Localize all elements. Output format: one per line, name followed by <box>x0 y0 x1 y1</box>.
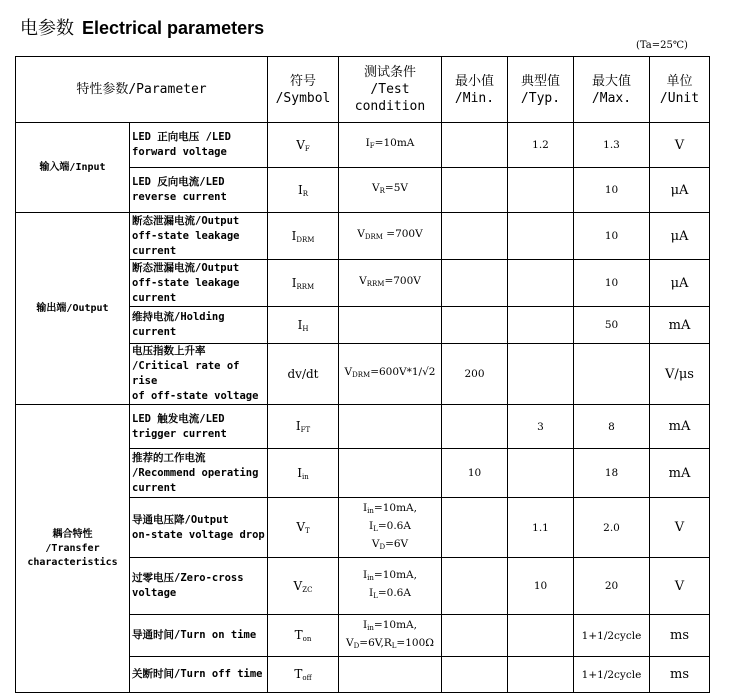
param-cell <box>130 405 268 449</box>
param-cell <box>130 615 268 657</box>
min-cell <box>442 405 508 449</box>
condition-cell <box>339 307 442 344</box>
max-cell <box>574 344 650 405</box>
condition-line <box>341 568 439 586</box>
max-cell: 10 <box>574 168 650 213</box>
param-line: LED 触发电流/LED <box>132 412 225 425</box>
typ-cell: 1.1 <box>508 498 574 558</box>
min-cell <box>442 307 508 344</box>
symbol-main: V <box>293 578 303 593</box>
condition-cell <box>339 615 442 657</box>
condition-cell <box>339 168 442 213</box>
unit-cell: μA <box>650 168 710 213</box>
symbol-cell <box>268 498 339 558</box>
condition-symbol: I <box>363 618 368 631</box>
condition-value: =6V,R <box>359 636 392 649</box>
param-line: current <box>132 244 177 257</box>
symbol-main: I <box>295 419 301 433</box>
unit-cell: V <box>650 498 710 558</box>
symbol-subscript: H <box>302 324 309 333</box>
param-line: 过零电压/Zero-cross <box>132 572 244 584</box>
param-line: 推荐的工作电流 <box>132 451 206 464</box>
symbol-subscript: DRM <box>296 235 315 244</box>
unit-cell: V <box>650 123 710 168</box>
symbol-subscript: T <box>305 527 310 535</box>
unit-cell: V <box>650 558 710 615</box>
header-symbol: 符号 /Symbol <box>268 57 339 123</box>
param-line: on-state voltage drop <box>132 528 265 541</box>
symbol-main: I <box>297 465 302 480</box>
param-line: LED 正向电压 /LED <box>132 131 231 143</box>
max-cell: 8 <box>574 405 650 449</box>
condition-symbol: V <box>346 636 354 649</box>
condition-symbol: V <box>357 228 365 240</box>
condition-cell <box>339 213 442 260</box>
unit-cell: mA <box>650 307 710 344</box>
condition-subscript: DRM <box>364 233 383 241</box>
condition-cell <box>339 498 442 558</box>
condition-subscript: DRM <box>352 371 371 379</box>
symbol-cell <box>268 168 339 213</box>
symbol-main: I <box>291 275 297 290</box>
condition-cell <box>339 657 442 693</box>
symbol-main: I <box>291 228 297 243</box>
min-cell <box>442 657 508 693</box>
param-cell <box>130 558 268 615</box>
condition-symbol: V <box>372 182 380 194</box>
typ-cell <box>508 344 574 405</box>
max-cell: 1+1/2cycle <box>574 657 650 693</box>
condition-cell <box>339 449 442 498</box>
condition-line <box>341 586 439 604</box>
condition-line <box>341 636 439 654</box>
max-cell: 10 <box>574 260 650 307</box>
condition-value: =0.6A <box>377 587 411 599</box>
typ-cell <box>508 260 574 307</box>
typ-cell <box>508 168 574 213</box>
symbol-cell <box>268 449 339 498</box>
typ-cell <box>508 307 574 344</box>
typ-cell <box>508 657 574 693</box>
condition-line <box>341 181 439 199</box>
condition-value: =700V <box>384 275 421 287</box>
header-unit: 单位 /Unit <box>650 57 710 123</box>
condition-line <box>341 537 439 555</box>
symbol-cell <box>268 657 339 693</box>
condition-subscript: D <box>353 641 360 650</box>
param-line: 导通电压降/Output <box>132 513 229 526</box>
condition-value: =10mA, <box>373 618 417 631</box>
max-cell: 20 <box>574 558 650 615</box>
condition-value: =100Ω <box>396 636 434 649</box>
unit-cell: mA <box>650 449 710 498</box>
condition-value: =10mA <box>374 137 415 149</box>
typ-cell: 1.2 <box>508 123 574 168</box>
param-line: trigger current <box>132 427 227 440</box>
condition-line <box>341 519 439 537</box>
param-cell <box>130 498 268 558</box>
param-line: reverse current <box>132 191 227 203</box>
param-cell <box>130 657 268 693</box>
symbol-main: I <box>297 182 303 197</box>
condition-subscript: L <box>373 592 378 600</box>
header-row <box>16 57 710 123</box>
condition-symbol: I <box>365 137 370 149</box>
symbol-subscript: F <box>304 144 310 153</box>
param-cell <box>130 168 268 213</box>
condition-subscript: RRM <box>366 280 385 288</box>
condition-cell <box>339 344 442 405</box>
condition-symbol: I <box>369 587 374 599</box>
condition-line <box>341 227 439 245</box>
condition-subscript: R <box>379 187 385 195</box>
condition-cell <box>339 558 442 615</box>
symbol-subscript: off <box>302 674 312 682</box>
param-line: LED 反向电流/LED <box>132 176 225 188</box>
condition-value: =600V*1/√2 <box>370 366 436 378</box>
page-title <box>20 14 264 40</box>
param-line: 关断时间/Turn off time <box>132 668 263 680</box>
condition-subscript: in <box>367 623 374 632</box>
condition-line <box>341 274 439 292</box>
symbol-main: V <box>296 520 305 534</box>
param-line: off-state leakage <box>132 276 240 289</box>
param-line: off-state leakage <box>132 229 240 242</box>
condition-subscript: in <box>367 506 374 515</box>
symbol-subscript: on <box>302 635 312 643</box>
condition-subscript: L <box>391 641 397 650</box>
param-line: 电压指数上升率 <box>132 345 206 357</box>
max-cell: 10 <box>574 213 650 260</box>
symbol-cell <box>268 307 339 344</box>
symbol-cell <box>268 213 339 260</box>
max-cell: 2.0 <box>574 498 650 558</box>
symbol-main: T <box>294 667 303 681</box>
symbol-main: T <box>294 628 303 642</box>
min-cell <box>442 213 508 260</box>
condition-subscript: F <box>369 142 375 150</box>
symbol-subscript: in <box>302 472 309 481</box>
condition-symbol: V <box>344 366 353 378</box>
symbol-cell <box>268 615 339 657</box>
param-cell <box>130 213 268 260</box>
min-cell <box>442 168 508 213</box>
symbol-subscript: FT <box>300 426 311 434</box>
param-line: current <box>132 291 177 304</box>
param-line: 断态泄漏电流/Output <box>132 261 240 274</box>
max-cell: 1+1/2cycle <box>574 615 650 657</box>
table-row <box>16 123 710 168</box>
min-cell <box>442 498 508 558</box>
symbol-cell <box>268 344 339 405</box>
symbol-subscript: RRM <box>296 282 315 291</box>
condition-value: =10mA, <box>373 569 417 581</box>
symbol-cell <box>268 558 339 615</box>
group-input: 输入端/Input <box>16 123 130 213</box>
table-row <box>16 213 710 260</box>
symbol-main: dv/dt <box>287 367 319 381</box>
condition-line <box>341 618 439 636</box>
condition-subscript: D <box>379 542 386 551</box>
max-cell: 1.3 <box>574 123 650 168</box>
typ-cell <box>508 449 574 498</box>
condition-cell <box>339 123 442 168</box>
symbol-cell <box>268 260 339 307</box>
condition-cell <box>339 405 442 449</box>
symbol-cell <box>268 405 339 449</box>
param-line: current <box>132 326 177 338</box>
group-output: 输出端/Output <box>16 213 130 405</box>
condition-symbol: V <box>359 275 367 287</box>
ambient-condition: (Ta=25℃) <box>636 40 688 51</box>
max-cell: 50 <box>574 307 650 344</box>
param-line: of off-state voltage <box>132 390 259 402</box>
typ-cell: 3 <box>508 405 574 449</box>
param-line: current <box>132 481 177 494</box>
condition-cell <box>339 260 442 307</box>
unit-cell: V/μs <box>650 344 710 405</box>
param-line: 导通时间/Turn on time <box>132 629 257 641</box>
condition-subscript: L <box>373 524 378 533</box>
condition-line <box>341 501 439 519</box>
max-cell: 18 <box>574 449 650 498</box>
unit-cell: ms <box>650 657 710 693</box>
title-en: Electrical parameters <box>82 18 265 38</box>
symbol-main: I <box>297 317 303 332</box>
condition-subscript: in <box>367 574 374 582</box>
unit-cell: mA <box>650 405 710 449</box>
title-cn: 电参数 <box>20 18 74 39</box>
symbol-cell <box>268 123 339 168</box>
param-cell <box>130 344 268 405</box>
typ-cell <box>508 615 574 657</box>
condition-symbol: I <box>369 519 374 532</box>
symbol-subscript: ZC <box>302 585 313 594</box>
param-line: voltage <box>132 587 177 599</box>
condition-line <box>341 365 439 383</box>
header-min: 最小值 /Min. <box>442 57 508 123</box>
min-cell <box>442 558 508 615</box>
condition-symbol: I <box>363 569 368 581</box>
condition-value: =6V <box>385 537 409 550</box>
electrical-parameters-table <box>15 56 710 693</box>
param-line: 断态泄漏电流/Output <box>132 214 240 227</box>
table-row <box>16 405 710 449</box>
param-cell <box>130 307 268 344</box>
symbol-subscript: R <box>302 189 309 198</box>
min-cell <box>442 260 508 307</box>
param-line: forward voltage <box>132 146 227 158</box>
typ-cell: 10 <box>508 558 574 615</box>
param-cell <box>130 123 268 168</box>
condition-value: =5V <box>384 182 408 194</box>
param-cell <box>130 449 268 498</box>
param-line: /Recommend operating <box>132 466 259 479</box>
unit-cell: ms <box>650 615 710 657</box>
min-cell: 200 <box>442 344 508 405</box>
header-typ: 典型值 /Typ. <box>508 57 574 123</box>
header-max: 最大值 /Max. <box>574 57 650 123</box>
condition-value: =10mA, <box>373 501 417 514</box>
min-cell: 10 <box>442 449 508 498</box>
condition-symbol: V <box>371 537 380 550</box>
symbol-main: V <box>296 137 305 152</box>
param-line: /Critical rate of rise <box>132 360 240 387</box>
unit-cell: μA <box>650 213 710 260</box>
min-cell <box>442 123 508 168</box>
param-cell <box>130 260 268 307</box>
condition-symbol: I <box>363 501 368 514</box>
condition-line <box>341 136 439 154</box>
param-line: 维持电流/Holding <box>132 311 225 323</box>
unit-cell: μA <box>650 260 710 307</box>
condition-value: =700V <box>382 228 423 240</box>
condition-value: =0.6A <box>377 519 411 532</box>
min-cell <box>442 615 508 657</box>
group-transfer: 耦合特性 /Transfer characteristics <box>16 405 130 693</box>
header-test-condition: 测试条件 /Test condition <box>339 57 442 123</box>
header-parameter: 特性参数/Parameter <box>16 57 268 123</box>
typ-cell <box>508 213 574 260</box>
